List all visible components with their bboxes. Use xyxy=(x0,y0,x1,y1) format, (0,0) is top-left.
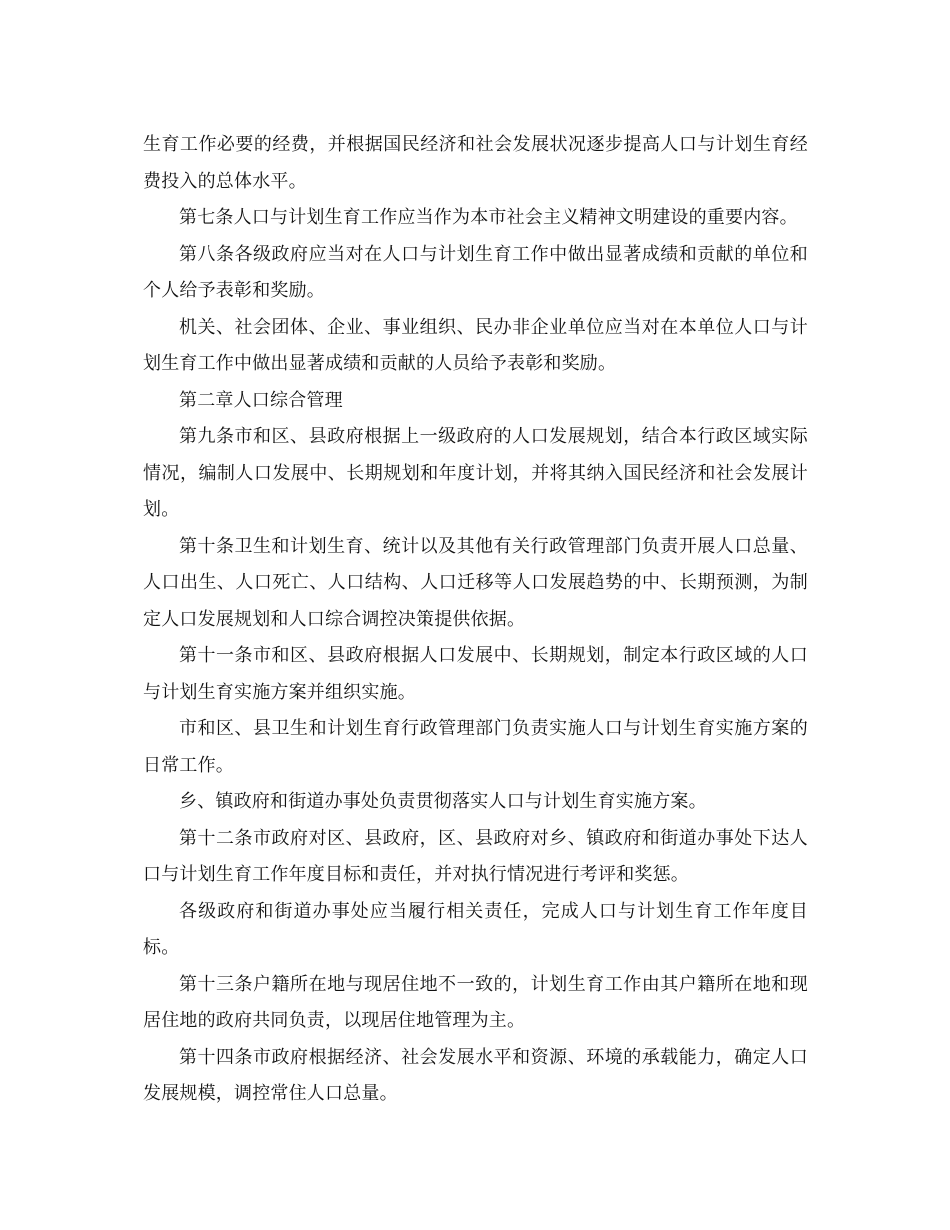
document-body xyxy=(143,127,808,1113)
paragraph: 第九条市和区、县政府根据上一级政府的人口发展规划，结合本行政区域实际情况，编制人口发展中、长期规划和年度计划，并将其纳入国民经济和社会发展计划。 xyxy=(143,426,808,520)
paragraph: 市和区、县卫生和计划生育行政管理部门负责实施人口与计划生育实施方案的日常工作。 xyxy=(143,718,808,776)
paragraph: 第十二条市政府对区、县政府，区、县政府对乡、镇政府和街道办事处下达人口与计划生育工作年度目标和责任，并对执行情况进行考评和奖惩。 xyxy=(143,827,808,885)
paragraph: 第十四条市政府根据经济、社会发展水平和资源、环境的承载能力，确定人口发展规模，调控常住人口总量。 xyxy=(143,1046,808,1104)
paragraph: 第八条各级政府应当对在人口与计划生育工作中做出显著成绩和贡献的单位和个人给予表彰和奖励。 xyxy=(143,243,808,301)
paragraph: 生育工作必要的经费，并根据国民经济和社会发展状况逐步提高人口与计划生育经费投入的总体水平。 xyxy=(143,134,808,192)
paragraph: 第十条卫生和计划生育、统计以及其他有关行政管理部门负责开展人口总量、人口出生、人口死亡、人口结构、人口迁移等人口发展趋势的中、长期预测，为制定人口发展规划和人口综合调控决策提供依据。 xyxy=(143,535,808,630)
paragraph: 第十三条户籍所在地与现居住地不一致的，计划生育工作由其户籍所在地和现居住地的政府共同负责，以现居住地管理为主。 xyxy=(143,973,808,1031)
paragraph: 机关、社会团体、企业、事业组织、民办非企业单位应当对在本单位人口与计划生育工作中做出显著成绩和贡献的人员给予表彰和奖励。 xyxy=(143,316,808,374)
paragraph: 第十一条市和区、县政府根据人口发展中、长期规划，制定本行政区域的人口与计划生育实施方案并组织实施。 xyxy=(143,645,808,703)
chapter-heading: 第二章人口综合管理 xyxy=(179,389,343,411)
paragraph: 各级政府和街道办事处应当履行相关责任，完成人口与计划生育工作年度目标。 xyxy=(143,900,808,958)
paragraph: 第七条人口与计划生育工作应当作为本市社会主义精神文明建设的重要内容。 xyxy=(179,207,798,228)
paragraph: 乡、镇政府和街道办事处负责贯彻落实人口与计划生育实施方案。 xyxy=(179,791,707,812)
